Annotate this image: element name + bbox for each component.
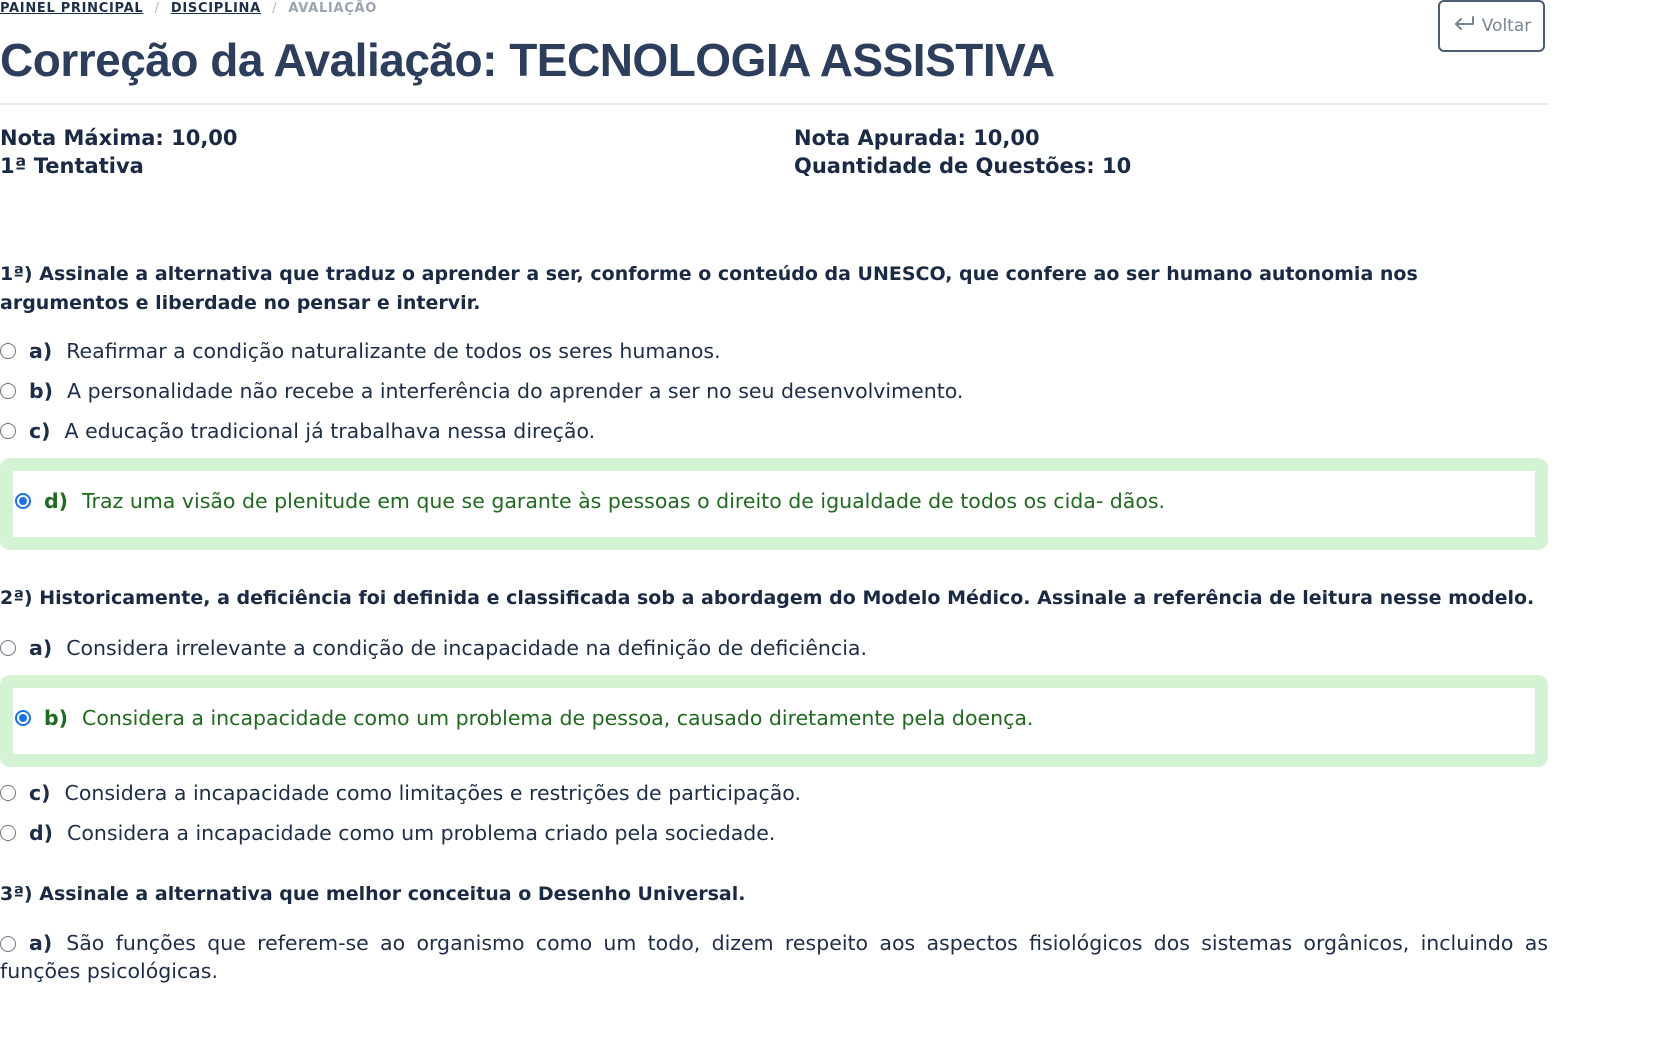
question-1-option-d[interactable] bbox=[13, 487, 1535, 515]
question-2-selected-answer bbox=[0, 675, 1548, 767]
question-2-option-b[interactable] bbox=[13, 704, 1535, 732]
page-title: Correção da Avaliação: TECNOLOGIA ASSISTIVA bbox=[0, 34, 1055, 86]
option-text: Reafirmar a condição naturalizante de todos os seres humanos. bbox=[66, 339, 721, 363]
option-letter: c) bbox=[29, 419, 51, 443]
back-button-label: Voltar bbox=[1481, 16, 1532, 36]
option-text: São funções que referem-se ao organismo como um todo, dizem respeito aos aspectos fisiológicos dos sistemas orgânicos, incluindo as funções psicológicas. bbox=[0, 931, 1548, 983]
radio-button[interactable] bbox=[0, 383, 16, 399]
radio-button[interactable] bbox=[0, 423, 16, 439]
option-text: Considera irrelevante a condição de incapacidade na definição de deficiência. bbox=[66, 636, 867, 660]
breadcrumb-separator: / bbox=[272, 1, 278, 16]
question-2-text: 2ª) Historicamente, a deficiência foi definida e classificada sob a abordagem do Modelo Médico. Assinale a referência de leitura nesse modelo. bbox=[0, 587, 1535, 609]
option-letter: d) bbox=[44, 489, 69, 513]
option-text: Considera a incapacidade como limitações e restrições de participação. bbox=[64, 781, 801, 805]
radio-button[interactable] bbox=[0, 343, 16, 359]
question-1-option-a[interactable] bbox=[0, 337, 1548, 365]
question-1-selected-answer bbox=[0, 458, 1548, 550]
return-arrow-icon bbox=[1452, 15, 1476, 38]
question-count: Quantidade de Questões: 10 bbox=[794, 154, 1132, 178]
question-1-text: 1ª) Assinale a alternativa que traduz o aprender a ser, conforme o conteúdo da UNESCO, que confere ao ser humano autonomia nos argumentos e liberdade no pensar e intervir. bbox=[0, 263, 1418, 314]
question-2-option-d[interactable] bbox=[0, 819, 1548, 847]
option-letter: c) bbox=[29, 781, 51, 805]
option-letter: a) bbox=[29, 931, 53, 955]
radio-button[interactable] bbox=[0, 640, 16, 656]
breadcrumb-current: AVALIAÇÃO bbox=[288, 1, 377, 16]
breadcrumb-home-link[interactable]: PAINEL PRINCIPAL bbox=[0, 1, 144, 16]
divider bbox=[0, 103, 1548, 105]
option-letter: b) bbox=[44, 706, 69, 730]
option-text: Traz uma visão de plenitude em que se garante às pessoas o direito de igualdade de todos os cida- dãos. bbox=[82, 489, 1166, 513]
max-grade: Nota Máxima: 10,00 bbox=[0, 126, 238, 150]
radio-button[interactable] bbox=[0, 936, 16, 952]
breadcrumb-course-link[interactable]: DISCIPLINA bbox=[170, 1, 261, 16]
option-text: A educação tradicional já trabalhava nessa direção. bbox=[64, 419, 596, 443]
attempt-number: 1ª Tentativa bbox=[0, 154, 144, 178]
question-2-option-a[interactable] bbox=[0, 634, 1548, 662]
question-1-option-b[interactable] bbox=[0, 377, 1548, 405]
question-3-option-a[interactable] bbox=[0, 929, 1548, 985]
radio-button[interactable] bbox=[0, 825, 16, 841]
question-2-option-c[interactable] bbox=[0, 779, 1548, 807]
radio-button[interactable] bbox=[0, 785, 16, 801]
question-3-text: 3ª) Assinale a alternativa que melhor conceitua o Desenho Universal. bbox=[0, 883, 746, 905]
option-text: Considera a incapacidade como um problema criado pela sociedade. bbox=[67, 821, 776, 845]
breadcrumb bbox=[0, 1, 377, 16]
option-text: Considera a incapacidade como um problema de pessoa, causado diretamente pela doença. bbox=[82, 706, 1034, 730]
option-letter: b) bbox=[29, 379, 54, 403]
breadcrumb-separator: / bbox=[154, 1, 160, 16]
question-1-option-c[interactable] bbox=[0, 417, 1548, 445]
option-text: A personalidade não recebe a interferência do aprender a ser no seu desenvolvimento. bbox=[67, 379, 964, 403]
radio-button-checked[interactable] bbox=[15, 710, 31, 726]
back-button[interactable] bbox=[1438, 0, 1545, 52]
option-letter: a) bbox=[29, 339, 53, 363]
option-letter: a) bbox=[29, 636, 53, 660]
final-grade: Nota Apurada: 10,00 bbox=[794, 126, 1040, 150]
radio-button-checked[interactable] bbox=[15, 493, 31, 509]
option-letter: d) bbox=[29, 821, 54, 845]
